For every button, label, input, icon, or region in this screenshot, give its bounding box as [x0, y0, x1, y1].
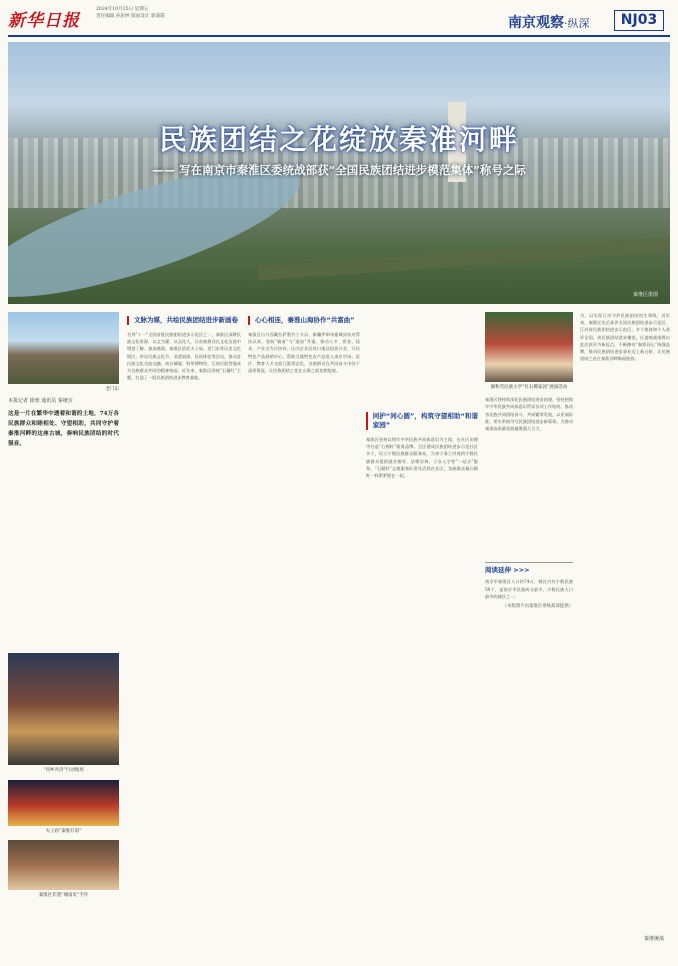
photo-laomendong	[8, 312, 119, 384]
photo-caption: 老门东	[105, 387, 119, 392]
body-text: 名列“十一”全国首批民族团结进步示范区之一，秦淮区深耕民族文化资源，以文为媒、以文化人，让各族群众在文化交流中增进了解、加深感情。秦淮区依托夫子庙、老门东等历史文化街区，举办民族文化节、非遗展演、民俗体验等活动，推动各民族文化交流交融。南京城墙、科举博物馆、江南贡院等地成为各族群众共同的精神家园。近年来，秦淮区围绕“石榴红”主题，打造了一批民族团结进步教育基地。	[127, 332, 241, 381]
signature: 秦淮统战	[643, 936, 664, 942]
photo-caption: 颐和雪民族小学“红石榴家园”展演活动	[490, 385, 568, 390]
issue-meta	[96, 6, 246, 20]
byline: 本报记者 徐蓉 通讯员 秦统宣	[8, 398, 73, 405]
section-heading: 心心相连，秦淮山海协作“共富曲”	[248, 316, 360, 325]
section-heading: 同护“同心圆”，构筑守望相助“和谐家园”	[366, 412, 478, 430]
column-4	[366, 312, 478, 962]
hero-aerial-photo	[8, 42, 670, 304]
header-rule	[8, 35, 670, 37]
photo-handicraft	[8, 840, 119, 890]
photo-community-event	[8, 653, 119, 765]
photo-credit: 秦淮区供图	[632, 292, 658, 298]
column-6	[580, 312, 670, 962]
body-text: 秦淮区自与西藏拉萨墨竹工卡县、新疆伊犁州霍城县结对帮扶以来，坚持“输血”与“造血”并重，推动人才、资金、技术、产业全方位协作。区内企业赴对口地区投资兴业，开设特色产品展销中心，帮助当地特色农产品进入南京市场。医疗、教育人才交流互派常态化，各族群众在共同奋斗中结下深厚情谊，让民族团结之花在山海之间竞相绽放。	[248, 332, 360, 374]
photo-caption: “同乡共济”行动现场	[43, 768, 84, 774]
body-text: 秦淮区坚持以铸牢中华民族共同体意识为主线，在社区治理中打造“石榴籽”服务品牌。全区建成民族团结进步示范社区多个，设立少数民族群众服务站，为来宁务工经商的少数民族群众提供就业指导、法律咨询、子女入学等“一站式”服务。“石榴籽”志愿服务队常年活跃在社区，各族群众像石榴籽一样紧紧抱在一起。	[366, 437, 478, 479]
section-title	[508, 12, 590, 32]
photo-caption: 夫子庙“秦淮灯彩”	[45, 828, 82, 834]
page-header	[0, 0, 678, 38]
page-number: NJ03	[614, 10, 664, 31]
photo-lantern	[8, 780, 119, 826]
section-heading: 文脉为媒，共绘民族团结进步新画卷	[127, 316, 241, 325]
reading-extension-box	[485, 562, 573, 610]
headline: 民族团结之花绽放秦淮河畔	[158, 123, 519, 156]
section-subtitle: ·纵深	[564, 17, 590, 30]
subheadline: —— 写在南京市秦淮区委统战部获“全国民族团结进步模范集体”称号之际	[152, 163, 526, 177]
reading-extension-title: 阅读延伸 >>>	[485, 566, 530, 575]
reading-extension-text: 南京市秦淮区人口约74万，辖区内有少数民族50个，是南京市民族成分最多、少数民族人口最多的城区之一。	[485, 579, 573, 599]
city-wall-shape	[258, 238, 670, 281]
lead-paragraph: 这是一片在繁华中透着和谐的土地，74万各民族群众和睦相处、守望相助，共同守护着秦淮河畔的这座古城，奏响民族团结的时代强音。	[8, 411, 119, 448]
column-3	[248, 312, 360, 962]
section-name: 南京观察	[508, 15, 564, 31]
photo-source-note: （本版图片由秦淮区委统战部提供）	[502, 604, 573, 610]
photo-school-event	[485, 312, 573, 382]
body-text: 秦淮区将持续深化民族团结进步创建，坚持把铸牢中华民族共同体意识贯穿各项工作始终，推动各民族共同团结奋斗、共同繁荣发展，以更高标准、更实举措书写民族团结进步新篇章，为推动秦淮高质量发展凝聚强大合力。	[485, 397, 573, 432]
column-2	[127, 312, 241, 962]
body-text: 为，以实际行动守护民族团结的生命线。近年来，秦淮区先后获评全国民族团结进步示范区、江苏省民族团结进步示范区，多个集体和个人获评全国、省民族团结进步模范。区委统战部将以此次获评为新起点，不断擦亮“秦淮同心”统战品牌，推动民族团结进步事业迈上新台阶，让民族团结之花在秦淮河畔绚丽绽放。	[580, 313, 670, 362]
newspaper-logo: 新华日报	[8, 11, 80, 31]
column-1	[8, 312, 119, 962]
column-5	[485, 312, 573, 962]
issue-date: 2024年10月25日 星期五	[96, 7, 149, 12]
editor-credit: 责任编辑 孙思婷 版面设计 郭凌霞	[96, 14, 165, 19]
photo-caption: 秦淮区非遗“城南皮”手作	[38, 892, 89, 898]
